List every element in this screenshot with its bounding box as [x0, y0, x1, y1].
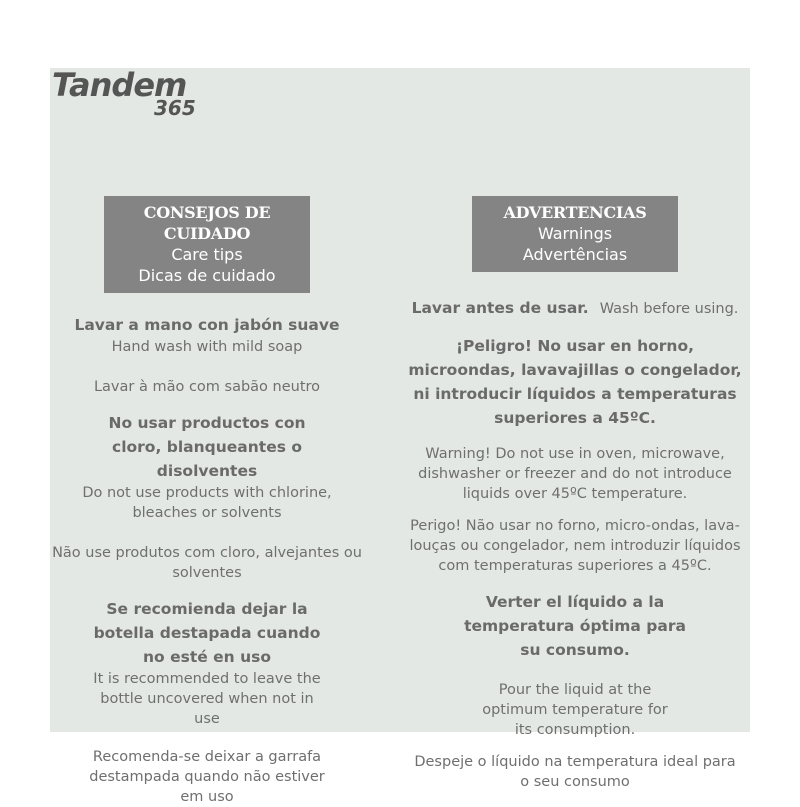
warnings-header — [472, 196, 678, 272]
wash-line — [400, 296, 750, 320]
warnings-title-pt: Advertências — [522, 245, 628, 264]
danger-es: ¡Peligro! No usar en horno, microondas, lavavajillas o congelador, ni introducir líquidos a temperaturas superiores a 45ºC. — [408, 337, 742, 427]
tip-1-es: Lavar a mano con jabón suave — [74, 316, 340, 334]
wash-en: Wash before using. — [599, 301, 739, 317]
tip-2-es: No usar productos con cloro, blanqueantes o disolventes — [108, 414, 306, 480]
warnings-title: ADVERTENCIAS — [503, 203, 647, 222]
danger-pt: Perigo! Não usar no forno, micro-ondas, lava-louças ou congelador, nem introduzir líquidos com temperaturas superiores a 45ºC. — [409, 518, 741, 574]
tip-2-en: Do not use products with chlorine, bleaches or solvents — [82, 485, 332, 521]
logo-number-text: 365 — [154, 96, 196, 120]
care-tips-column — [50, 196, 364, 807]
wash-es: Lavar antes de usar. — [411, 299, 589, 317]
danger-en: Warning! Do not use in oven, microwave, dishwasher or freezer and do not introduce liquids over 45ºC temperature. — [418, 446, 732, 502]
warnings-column — [400, 196, 750, 792]
tip-1-en: Hand wash with mild soap — [111, 339, 303, 355]
care-tips-header — [104, 196, 310, 293]
care-tips-title-en: Care tips — [171, 245, 243, 264]
logo-brand-text: Tandem — [52, 66, 187, 104]
pour-pt: Despeje o líquido na temperatura ideal para o seu consumo — [414, 754, 736, 790]
care-tips-title: CONSEJOS DE CUIDADO — [143, 203, 271, 243]
tip-1-pt: Lavar à mão com sabão neutro — [93, 379, 321, 395]
care-panel — [50, 66, 750, 805]
brand-logo — [50, 68, 210, 128]
pour-es: Verter el líquido a la temperatura óptima para su consumo. — [464, 593, 686, 659]
tip-3-en: It is recommended to leave the bottle uncovered when not in use — [93, 671, 321, 727]
pour-en: Pour the liquid at the optimum temperature for its consumption. — [482, 682, 668, 738]
tip-2-pt: Não use produtos com cloro, alvejantes ou solventes — [52, 545, 362, 581]
tip-3-pt: Recomenda-se deixar a garrafa destampada quando não estiver em uso — [89, 749, 325, 805]
tip-3-es: Se recomienda dejar la botella destapada cuando no esté en uso — [93, 600, 321, 666]
warnings-title-en: Warnings — [537, 224, 613, 243]
care-tips-title-pt: Dicas de cuidado — [138, 266, 276, 285]
